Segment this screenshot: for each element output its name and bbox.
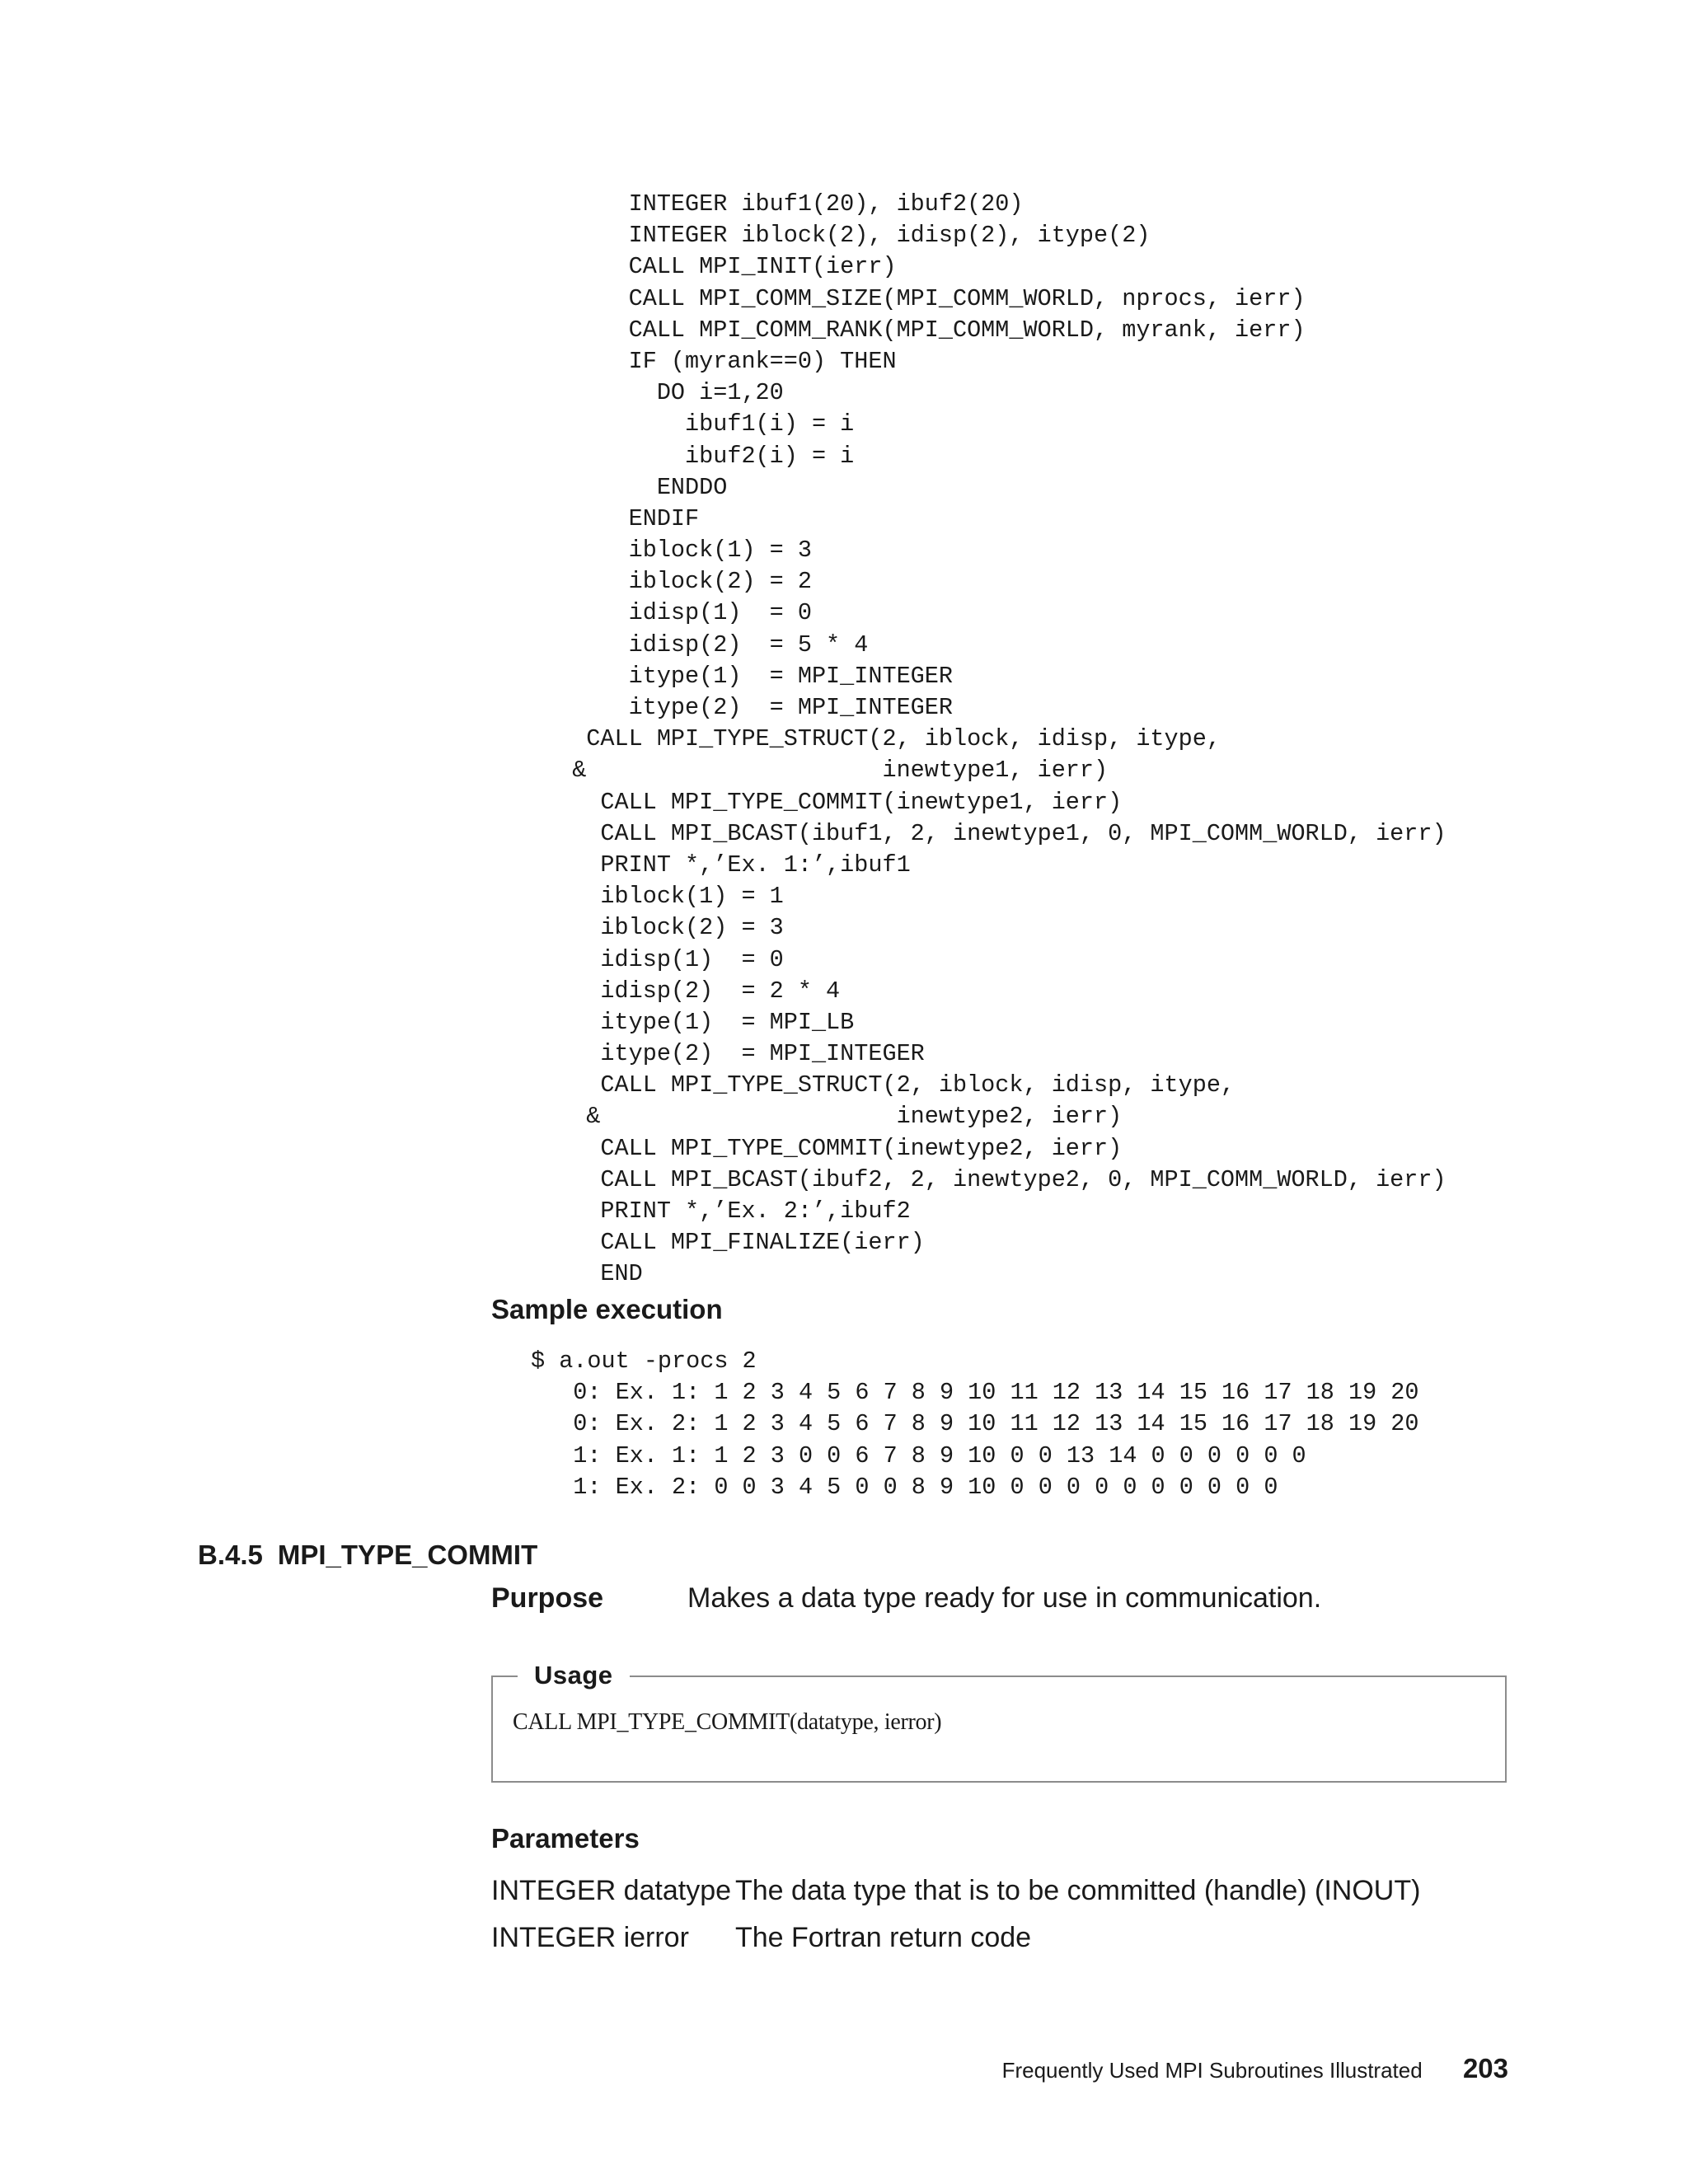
code-line: PRINT *,’Ex. 2:’,ibuf2 [544, 1197, 911, 1225]
usage-box [491, 1661, 1507, 1783]
code-line: END [544, 1260, 643, 1288]
code-line: idisp(2) = 2 * 4 [544, 977, 841, 1005]
code-line: ENDDO [544, 473, 728, 501]
code-line: idisp(1) = 0 [544, 945, 784, 973]
code-line: DO i=1,20 [544, 379, 784, 407]
code-line: iblock(1) = 1 [544, 883, 784, 911]
code-line: CALL MPI_BCAST(ibuf1, 2, inewtype1, 0, MPI_COMM_WORLD, ierr) [544, 819, 1447, 847]
code-line: iblock(1) = 3 [544, 537, 812, 565]
output-line: $ a.out -procs 2 [531, 1347, 757, 1375]
code-line: itype(1) = MPI_LB [544, 1008, 855, 1036]
code-line: PRINT *,’Ex. 1:’,ibuf1 [544, 851, 911, 879]
page-footer [1002, 2052, 1508, 2087]
code-line: ibuf2(i) = i [544, 442, 855, 470]
code-line: CALL MPI_TYPE_STRUCT(2, iblock, idisp, itype, [544, 725, 1221, 753]
code-line: IF (myrank==0) THEN [544, 347, 897, 375]
code-line: CALL MPI_COMM_SIZE(MPI_COMM_WORLD, nprocs, ierr) [544, 284, 1306, 312]
output-line: 0: Ex. 1: 1 2 3 4 5 6 7 8 9 10 11 12 13 14 15 16 17 18 19 20 [531, 1379, 1419, 1407]
usage-label: Usage [518, 1659, 630, 1692]
code-line: itype(1) = MPI_INTEGER [544, 662, 953, 690]
parameter-row [491, 1920, 1513, 1955]
purpose-label: Purpose [491, 1582, 604, 1614]
sample-execution-output [531, 1346, 1418, 1503]
code-line: CALL MPI_BCAST(ibuf2, 2, inewtype2, 0, MPI_COMM_WORLD, ierr) [544, 1165, 1447, 1193]
code-line: & inewtype2, ierr) [544, 1103, 1123, 1131]
code-line: itype(2) = MPI_INTEGER [544, 694, 953, 721]
output-line: 0: Ex. 2: 1 2 3 4 5 6 7 8 9 10 11 12 13 14 15 16 17 18 19 20 [531, 1410, 1419, 1438]
parameter-description: The Fortran return code [735, 1922, 1032, 1953]
code-line: CALL MPI_COMM_RANK(MPI_COMM_WORLD, myrank, ierr) [544, 316, 1306, 344]
code-line: ENDIF [544, 504, 700, 532]
code-line: CALL MPI_TYPE_COMMIT(inewtype2, ierr) [544, 1134, 1123, 1162]
parameter-name: INTEGER ierror [491, 1922, 689, 1953]
page-number: 203 [1462, 2053, 1508, 2083]
parameters-heading: Parameters [491, 1823, 640, 1854]
code-line: iblock(2) = 2 [544, 568, 812, 596]
output-line: 1: Ex. 2: 0 0 3 4 5 0 0 8 9 10 0 0 0 0 0 0 0 0 0 0 [531, 1473, 1278, 1501]
fortran-code-block [544, 189, 1447, 1291]
section-number: B.4.5 [198, 1540, 263, 1570]
parameter-row [491, 1873, 1513, 1908]
section-heading [198, 1540, 537, 1571]
code-line: INTEGER iblock(2), idisp(2), itype(2) [544, 222, 1151, 250]
output-line: 1: Ex. 1: 1 2 3 0 0 6 7 8 9 10 0 0 13 14 0 0 0 0 0 0 [531, 1441, 1306, 1469]
footer-title: Frequently Used MPI Subroutines Illustrated [1001, 2058, 1423, 2083]
parameter-name: INTEGER datatype [491, 1875, 732, 1906]
parameter-description: The data type that is to be committed (handle) (INOUT) [735, 1875, 1421, 1906]
code-line: CALL MPI_FINALIZE(ierr) [544, 1229, 925, 1257]
code-line: & inewtype1, ierr) [544, 757, 1109, 785]
code-line: idisp(2) = 5 * 4 [544, 630, 869, 658]
purpose-text: Makes a data type ready for use in communication. [687, 1582, 1322, 1614]
code-line: CALL MPI_TYPE_STRUCT(2, iblock, idisp, itype, [544, 1071, 1236, 1099]
code-line: INTEGER ibuf1(20), ibuf2(20) [544, 190, 1024, 218]
sample-execution-heading: Sample execution [491, 1294, 723, 1324]
code-line: idisp(1) = 0 [544, 599, 812, 627]
code-line: iblock(2) = 3 [544, 914, 784, 942]
code-line: CALL MPI_TYPE_COMMIT(inewtype1, ierr) [544, 788, 1123, 816]
code-line: CALL MPI_INIT(ierr) [544, 253, 897, 281]
code-line: itype(2) = MPI_INTEGER [544, 1040, 925, 1068]
section-title: MPI_TYPE_COMMIT [277, 1540, 538, 1570]
usage-code: CALL MPI_TYPE_COMMIT(datatype, ierror) [513, 1709, 942, 1735]
code-line: ibuf1(i) = i [544, 410, 855, 438]
